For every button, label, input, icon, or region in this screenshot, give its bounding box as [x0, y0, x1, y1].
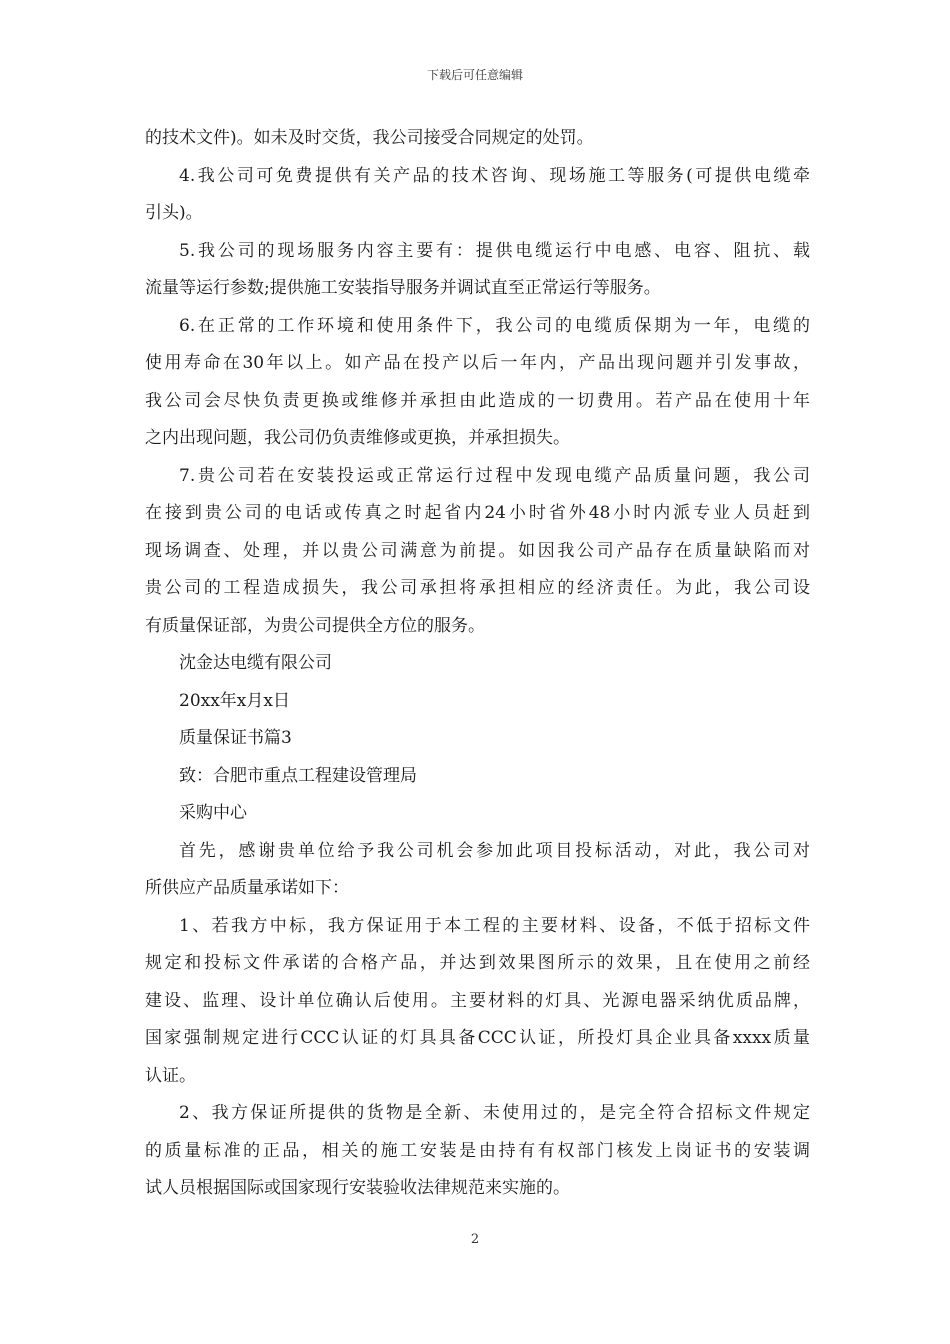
text-line: 6.在正常的工作环境和使用条件下，我公司的电缆质保期为一年，电缆的 [179, 315, 810, 336]
text-line: 首先，感谢贵单位给予我公司机会参加此项目投标活动，对此，我公司对 [179, 840, 810, 861]
text-line: 的技术文件)。如未及时交货，我公司接受合同规定的处罚。 [145, 128, 594, 148]
text-line: 认证。 [145, 1065, 196, 1086]
text-line: 之内出现问题，我公司仍负责维修或更换，并承担损失。 [145, 428, 570, 448]
text-line: 国家强制规定进行CCC认证的灯具具备CCC认证，所投灯具企业具备xxxx质量 [145, 1028, 810, 1048]
page-number: 2 [470, 1232, 480, 1247]
text-line: 现场调查、处理，并以贵公司满意为前提。如因我公司产品存在质量缺陷而对 [145, 540, 810, 561]
text-line: 致：合肥市重点工程建设管理局 [179, 765, 417, 786]
text-line: 有质量保证部，为贵公司提供全方位的服务。 [145, 615, 485, 636]
text-line: 引头)。 [145, 203, 203, 223]
text-line: 在接到贵公司的电话或传真之时起省内24小时省外48小时内派专业人员赶到 [145, 503, 810, 523]
text-line: 采购中心 [179, 803, 247, 823]
text-line: 5.我公司的现场服务内容主要有：提供电缆运行中电感、电容、阻抗、载 [179, 240, 810, 261]
text-line: 试人员根据国际或国家现行安装验收法律规范来实施的。 [145, 1178, 570, 1198]
text-line: 沈金达电缆有限公司 [179, 653, 332, 673]
text-line: 使用寿命在30年以上。如产品在投产以后一年内，产品出现问题并引发事故， [145, 353, 810, 373]
text-line: 建设、监理、设计单位确认后使用。主要材料的灯具、光源电器采纳优质品牌， [145, 990, 810, 1011]
text-line: 1、若我方中标，我方保证用于本工程的主要材料、设备，不低于招标文件 [179, 915, 810, 936]
text-line: 贵公司的工程造成损失，我公司承担将承担相应的经济责任。为此，我公司设 [145, 578, 810, 598]
document-body [145, 120, 810, 1208]
text-line: 我公司会尽快负责更换或维修并承担由此造成的一切费用。若产品在使用十年 [145, 390, 810, 411]
text-line: 质量保证书篇3 [179, 728, 292, 748]
text-line: 所供应产品质量承诺如下： [145, 878, 349, 898]
text-line: 20xx年x月x日 [179, 690, 290, 711]
text-line: 7.贵公司若在安装投运或正常运行过程中发现电缆产品质量问题，我公司 [179, 465, 810, 486]
text-line: 流量等运行参数;提供施工安装指导服务并调试直至正常运行等服务。 [145, 278, 661, 298]
text-line: 2、我方保证所提供的货物是全新、未使用过的，是完全符合招标文件规定 [179, 1103, 810, 1123]
text-line: 的质量标准的正品，相关的施工安装是由持有有权部门核发上岗证书的安装调 [145, 1140, 810, 1161]
text-line: 规定和投标文件承诺的合格产品，并达到效果图所示的效果，且在使用之前经 [145, 953, 810, 973]
page-header: 下载后可任意编辑 [426, 68, 523, 82]
text-line: 4.我公司可免费提供有关产品的技术咨询、现场施工等服务(可提供电缆牵 [179, 165, 810, 186]
